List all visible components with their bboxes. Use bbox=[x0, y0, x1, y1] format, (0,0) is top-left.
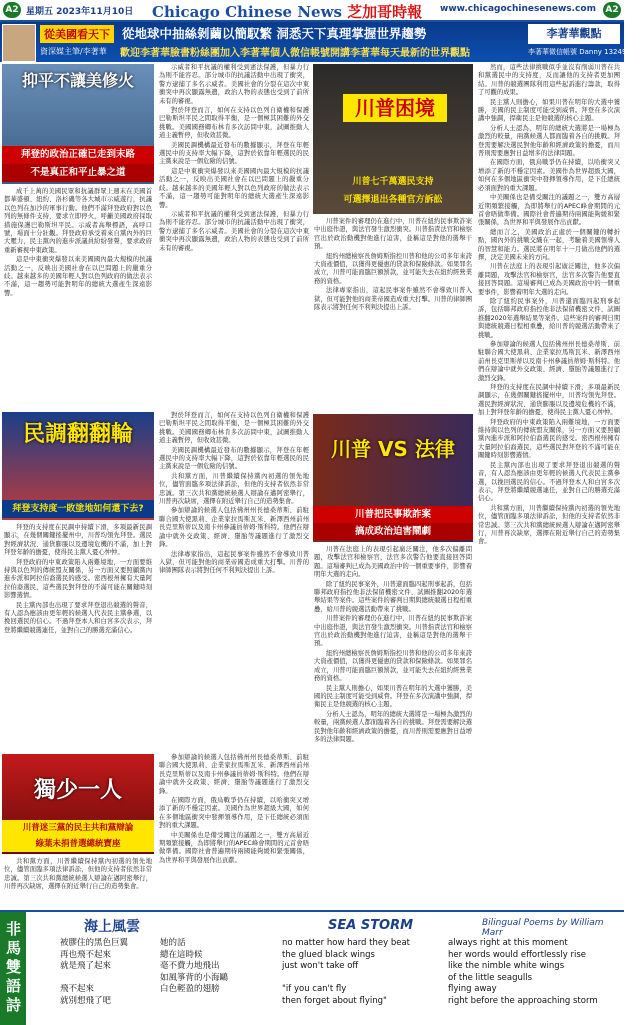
paragraph: 分析人士認為，明年的總統大選將是一場極為激烈的較量，兩黨候選人都面臨着各自的挑戰。拜登需要解決選民對他年齡和經濟政策的擔憂，而川普則需要應對日益增多的法律問題。 bbox=[478, 124, 620, 158]
page-tag-left: A2 bbox=[3, 2, 21, 18]
paragraph: 參加辯論的候選人包括佛州州長德桑蒂斯、前駐聯合國大使黑莉、企業家拉馬斯瓦米、新澤西州前州長克里斯蒂以及南卡州參議員蒂姆·斯科特。他們在辯論中就外交政策、經濟、墮胎等議題進行了激烈交鋒。 bbox=[159, 754, 309, 795]
paragraph: 拜登的支持度在民調中持續下滑，多項最新民調顯示，在幾個關鍵搖擺州中，川普均領先拜登。選民對經濟狀況、通貨膨脹以及邊境危機的不滿，加上對拜登年齡的擔憂，使得民主黨人憂心忡忡。 bbox=[478, 384, 620, 417]
republican-debate-photo bbox=[2, 754, 154, 854]
paragraph: 分析人士認為，明年的總統大選將是一場極為激烈的較量，兩黨候選人都面臨着各自的挑戰。拜登需要解決選民對他年齡和經濟政策的擔憂，而川普則需要應對日益增多的法律問題。 bbox=[314, 710, 472, 743]
paragraph: 參加辯論的候選人包括佛州州長德桑蒂斯、前駐聯合國大使黑莉、企業家拉馬斯瓦米、新澤西州前州長克里斯蒂以及南卡州參議員蒂姆·斯科特。他們在辯論中就外交政策、經濟、墮胎等議題進行了激烈交鋒。 bbox=[159, 507, 309, 549]
poem-line: 就別想飛了吧 bbox=[60, 995, 112, 1006]
logo-english: Chicago Chinese News bbox=[152, 3, 342, 21]
poem-en-stanza2 bbox=[448, 938, 598, 1007]
poem-line: 被膠住的黑色巨翼 bbox=[60, 938, 129, 948]
paragraph: 法律專家指出，這起民事案件雖然不會導致川普入獄，但可能對他的商業帝國造成重大打擊。川普的律師團隊表示將對任何不利判決提出上訴。 bbox=[314, 287, 472, 312]
column-banner bbox=[0, 22, 640, 62]
paragraph: 美國民調機構最近發布的數據顯示，拜登在年輕選民中的支持率大幅下降，這對於依靠年輕選民的民主黨來說是一個危險的信號。 bbox=[159, 446, 309, 471]
poem-line: 飛不起來 bbox=[60, 984, 95, 994]
website-url[interactable]: www.chicagochinesenews.com bbox=[440, 4, 596, 14]
paragraph: 在國際方面，俄烏戰爭仍在持續，以哈衝突又增添了新的不穩定因素。美國作為世界超級大國，如何在多個地區衝突中發揮領導作用，是下任總統必須面對的重大課題。 bbox=[478, 159, 620, 192]
poem-line: 毫不費力地飛出 bbox=[160, 961, 220, 971]
poem-cn-stanza1 bbox=[60, 938, 128, 1007]
poem-line: "if you can't fly bbox=[282, 984, 347, 994]
paragraph: 共和黨方面，川普繼續保持黨內初選的領先地位，儘管面臨多項法律訴訟，但他的支持者依然非常忠誠。第三次共和黨總統候選人辯論在邁阿密舉行，川普再次缺席，選擇在附近舉行自己的造勢集會。 bbox=[159, 472, 309, 506]
poem-column-label: 非馬雙語詩 bbox=[0, 912, 26, 1025]
poem-line: 她的話 bbox=[160, 938, 186, 948]
poem-line: no matter how hard they beat bbox=[282, 938, 410, 948]
paragraph: 對於拜登而言，如何在支持以色列自衛權和保護巴勒斯坦平民之間取得平衡，是一個極其困難的外交挑戰。美國國務卿布林肯多次訪問中東，試圖推動人道主義暫停，但收效甚微。 bbox=[159, 412, 309, 445]
protest-photo bbox=[2, 64, 154, 184]
article-col2-top bbox=[159, 64, 309, 406]
paragraph: 示威者和平抗議的權利受到憲法保護，但暴力行為則不能容忍。部分城市的抗議活動中出現了衝突，警方逮捕了多名示威者。美國社會的分裂在這次中東衝突中再次顯露無遺，政治人物的表態也受到了前所未有的審視。 bbox=[159, 64, 309, 105]
poem-line: the glued black wings bbox=[282, 949, 375, 960]
bilingual-poem-section bbox=[0, 910, 624, 1025]
image1-caption-line2: 不是真正和平止暴之道 bbox=[2, 164, 154, 182]
banner-subheadline: 歡迎李著華臉書粉絲團加入李著華個人微信帳號開講李著華每天最新的世界觀點 bbox=[120, 48, 470, 59]
paragraph: 川普在法庭上的表現引起廣泛關注，他多次偏離問題，攻擊法官和檢察官，法官多次警告他要直接回答問題。這場審判已成為美國政治中的一個重要事件，影響着明年大選的走向。 bbox=[478, 263, 620, 296]
paragraph: 紐約州總檢察長詹姆斯指控川普和他的公司多年來誇大資產價值，以獲得更優惠的貸款和保險條款。如果罪名成立，川普可能面臨巨額罰款，並可能失去在紐約經營業務的資格。 bbox=[314, 252, 472, 285]
poem-line: 總在這時候 bbox=[160, 949, 203, 960]
paragraph: 總而言之，美國政治正處於一個關鍵的轉折點，國內外的挑戰交織在一起，考驗着美國領導人的智慧和能力。選民將在明年十一月做出他們的選擇，決定美國未來的方向。 bbox=[478, 228, 620, 261]
paragraph: 這是中東衝突爆發以來美國國內最大規模的抗議活動之一，反映出美國社會在以巴問題上的嚴重分歧。越來越多的美國年輕人對以色列政府的做法表示不滿，這一趨勢可能對明年的總統大選產生深遠影響。 bbox=[4, 256, 152, 297]
trump-photo bbox=[313, 64, 473, 214]
poem-en-stanza1 bbox=[282, 938, 410, 1007]
article-col1-top bbox=[4, 188, 152, 408]
paragraph: 川普在法庭上的表現引起廣泛關注，他多次偏離問題，攻擊法官和檢察官，法官多次警告他要直接回答問題。這場審判已成為美國政治中的一個重要事件，影響着明年大選的走向。 bbox=[314, 546, 472, 579]
poem-line: just won't take off bbox=[282, 961, 359, 971]
paragraph: 法律專家指出，這起民事案件雖然不會導致川普入獄，但可能對他的商業帝國造成重大打擊。川普的律師團隊表示將對任何不利判決提出上訴。 bbox=[159, 550, 309, 575]
paragraph: 這是中東衝突爆發以來美國國內最大規模的抗議活動之一，反映出美國社會在以巴問題上的嚴重分歧。越來越多的美國年輕人對以色列政府的做法表示不滿，這一趨勢可能對明年的總統大選產生深遠影響。 bbox=[159, 167, 309, 209]
paragraph: 民主黨人則擔心，如果川普在明年的大選中獲勝，美國的民主制度可能受到威脅。拜登在多次演講中強調，捍衛民主是他競選的核心主題。 bbox=[478, 98, 620, 123]
logo-chinese: 芝加哥時報 bbox=[347, 3, 423, 21]
paragraph: 對於拜登而言，如何在支持以色列自衛權和保護巴勒斯坦平民之間取得平衡，是一個極其困難的外交挑戰。美國國務卿布林肯多次訪問中東，試圖推動人道主義暫停，但收效甚微。 bbox=[159, 107, 309, 140]
poem-line: 再也飛不起來 bbox=[60, 949, 112, 960]
poem-line: right before the approaching storm bbox=[448, 995, 598, 1006]
image5-caption-line2: 綠葉未捐普選總統寶座 bbox=[2, 836, 154, 852]
poem-line: then forget about flying" bbox=[282, 995, 387, 1006]
image4-caption-line1: 川普把民事欺詐案 bbox=[313, 506, 473, 523]
image3-headline: 民調翻翻輪 bbox=[22, 422, 133, 447]
paragraph: 除了紐約民事案外，川普還面臨四起刑事起訴，包括聯邦政府指控他非法保留機密文件、試圖推翻2020年選舉結果等案件。這些案件的審判日期與總統競選日程相重疊，給川普的競選活動帶來了挑戰。 bbox=[314, 580, 472, 613]
paragraph: 除了紐約民事案外，川普還面臨四起刑事起訴，包括聯邦政府指控他非法保留機密文件、試圖推翻2020年選舉結果等案件。這些案件的審判日期與總統競選日程相重疊，給川普的競選活動帶來了挑戰。 bbox=[478, 297, 620, 339]
paragraph: 川普案件的審理仍在進行中，川普在紐約民事欺詐案中出庭作證，與法官發生激烈衝突。川普指責法官和檢察官出於政治動機對他進行迫害，並稱這是對他的選舉干預。 bbox=[314, 615, 472, 648]
poem-line bbox=[282, 973, 410, 985]
masthead bbox=[0, 0, 624, 22]
poem-title-en: SEA STORM bbox=[328, 918, 414, 933]
image5-headline: 獨少一人 bbox=[33, 778, 122, 803]
paragraph: 川普案件的審理仍在進行中，川普在紐約民事欺詐案中出庭作證，與法官發生激烈衝突。川普指責法官和檢察官出於政治動機對他進行迫害，並稱這是對他的選舉干預。 bbox=[314, 218, 472, 251]
image2-caption-line1: 川普七千萬選民支持 bbox=[352, 177, 434, 187]
poem-subtitle: Bilingual Poems by William Marr bbox=[482, 918, 604, 938]
image4-caption-line2: 搞成政治迫害鬧劇 bbox=[313, 523, 473, 540]
poem-line bbox=[60, 973, 128, 985]
article-col2-bottom bbox=[159, 754, 309, 906]
image5-caption-line1: 川普迷三黨的民主共和黨辯論 bbox=[2, 820, 154, 836]
paragraph: 拜登政府的中東政策陷入兩難境地，一方面要維持與以色列的傳統盟友關係，另一方面又要照顧黨內進步派和阿拉伯裔選民的感受。密西根州擁有大量阿拉伯裔選民，這些選民對拜登的不滿可能在關鍵時刻影響選情。 bbox=[478, 418, 620, 460]
article-col3-bottom bbox=[314, 546, 472, 906]
image1-headline: 抑平不讓美修火 bbox=[21, 71, 134, 90]
paragraph: 中美關係也是備受關注的議題之一，雙方高層近期頻繁接觸，為即將舉行的APEC峰會期間的元首會晤做準備。國際社會普遍期待兩國能夠緩和緊張關係，為世界和平與發展作出貢獻。 bbox=[159, 831, 309, 864]
author-photo bbox=[2, 24, 36, 62]
image1-caption-line1: 拜登的政治正確已走到末路 bbox=[2, 146, 154, 164]
article-col2-middle bbox=[159, 412, 309, 750]
paragraph: 在國際方面，俄烏戰爭仍在持續，以哈衝突又增添了新的不穩定因素。美國作為世界超級大國，如何在多個地區衝突中發揮領導作用，是下任總統必須面對的重大課題。 bbox=[159, 797, 309, 830]
image3-caption: 拜登支持度一敗塗地如何還下去? bbox=[2, 500, 154, 518]
paragraph: 然而，這些法律挑戰似乎並沒有削弱川普在共和黨選民中的支持度，反而讓他的支持者更加團結。川普的競選團隊利用這些起訴進行籌款，取得了可觀的成果。 bbox=[478, 64, 620, 97]
paragraph: 民主黨人則擔心，如果川普在明年的大選中獲勝，美國的民主制度可能受到威脅。拜登在多次演講中強調，捍衛民主是他競選的核心主題。 bbox=[314, 684, 472, 709]
newspaper-logo bbox=[152, 1, 422, 22]
image2-caption-line2: 可選擇退出各種官方訴訟 bbox=[343, 195, 443, 205]
poem-line: flying away bbox=[448, 984, 497, 994]
paragraph: 民主黨內部也出現了要求拜登退出競選的聲音，有人認為應該由更年輕的候選人代表民主黨參選，以挽回選民的信心。不過拜登本人和白宮多次表示，拜登將繼續競選連任，並對自己的勝選充滿信心。 bbox=[478, 461, 620, 503]
image4-headline: 川普 VS 法律 bbox=[331, 437, 455, 461]
trump-vs-law-photo bbox=[313, 414, 473, 542]
poll-graphic bbox=[2, 412, 154, 520]
author-credit: 資深媒主筆/李著華 bbox=[40, 47, 107, 56]
poem-line: 白色輕盈的翅膀 bbox=[160, 984, 220, 994]
poem-title-cn: 海上風雲 bbox=[84, 919, 140, 935]
issue-date: 星期五 2023年11月10日 bbox=[26, 7, 134, 17]
poem-line: always right at this moment bbox=[448, 938, 568, 948]
poem-cn-stanza2 bbox=[160, 938, 228, 996]
article-col1-bottom bbox=[4, 858, 152, 906]
paragraph: 拜登的支持度在民調中持續下滑，多項最新民調顯示，在幾個關鍵搖擺州中，川普均領先拜登。選民對經濟狀況、通貨膨脹以及邊境危機的不滿，加上對拜登年齡的擔憂，使得民主黨人憂心忡忡。 bbox=[4, 524, 152, 557]
paragraph: 參加辯論的候選人包括佛州州長德桑蒂斯、前駐聯合國大使黑莉、企業家拉馬斯瓦米、新澤西州前州長克里斯蒂以及南卡州參議員蒂姆·斯科特。他們在辯論中就外交政策、經濟、墮胎等議題進行了激烈交鋒。 bbox=[478, 341, 620, 382]
article-col4 bbox=[478, 64, 620, 906]
poem-line: of the little seagulls bbox=[448, 972, 533, 983]
paragraph: 示威者和平抗議的權利受到憲法保護，但暴力行為則不能容忍。部分城市的抗議活動中出現了衝突，警方逮捕了多名示威者。美國社會的分裂在這次中東衝突中再次顯露無遺，政治人物的表態也受到了前所未有的審視。 bbox=[159, 210, 309, 252]
column-tag: 從美國看天下 bbox=[40, 25, 114, 43]
paragraph: 民主黨內部也出現了要求拜登退出競選的聲音，有人認為應該由更年輕的候選人代表民主黨參選，以挽回選民的信心。不過拜登本人和白宮多次表示，拜登將繼續競選連任，並對自己的勝選充滿信心。 bbox=[4, 601, 152, 634]
paragraph: 共和黨方面，川普繼續保持黨內初選的領先地位，儘管面臨多項法律訴訟，但他的支持者依然非常忠誠。第三次共和黨總統候選人辯論在邁阿密舉行，川普再次缺席，選擇在附近舉行自己的造勢集會。 bbox=[4, 858, 152, 891]
banner-headline: 從地球中抽絲剝繭以簡馭繁 洞悉天下真理掌握世界趨勢 bbox=[122, 26, 427, 41]
poem-line: like the nimble white wings bbox=[448, 961, 565, 971]
paragraph: 中美關係也是備受關注的議題之一，雙方高層近期頻繁接觸，為即將舉行的APEC峰會期間的元首會晤做準備。國際社會普遍期待兩國能夠緩和緊張關係，為世界和平與發展作出貢獻。 bbox=[478, 194, 620, 227]
page-tag-right: A2 bbox=[603, 2, 621, 18]
paragraph: 紐約州總檢察長詹姆斯指控川普和他的公司多年來誇大資產價值，以獲得更優惠的貸款和保險條款。如果罪名成立，川普可能面臨巨額罰款，並可能失去在紐約經營業務的資格。 bbox=[314, 649, 472, 683]
column-name: 李著華觀點 bbox=[528, 24, 620, 44]
image2-headline: 川普困境 bbox=[343, 94, 447, 122]
poem-line: 就是飛了起來 bbox=[60, 961, 112, 971]
paragraph: 美國民調機構最近發布的數據顯示，拜登在年輕選民中的支持率大幅下降，這對於依靠年輕選民的民主黨來說是一個危險的信號。 bbox=[159, 141, 309, 166]
poem-line: her words would effortlessly rise bbox=[448, 949, 587, 960]
poem-line: 如風箏背的小海鷗 bbox=[160, 972, 229, 983]
article-col1-middle bbox=[4, 524, 152, 750]
article-col3-top bbox=[314, 218, 472, 410]
paragraph: 共和黨方面，川普繼續保持黨內初選的領先地位，儘管面臨多項法律訴訟，但他的支持者依然非常忠誠。第三次共和黨總統候選人辯論在邁阿密舉行，川普再次缺席，選擇在附近舉行自己的造勢集會。 bbox=[478, 504, 620, 546]
paragraph: 成千上萬的美國民眾和抗議群眾上週末在美國首都華盛頓、紐約、洛杉磯等各大城市示威遊行，抗議以色列在加沙的軍事行動。他們不滿拜登政府對以色列的無條件支持，要求立即停火，呼籲美國政府採取措施保護巴勒斯坦平民。示威者高舉標語，高呼口號，場面十分壯觀。拜登政府承受着來自黨內外的巨大壓力，民主黨內的進步派議員紛紛發聲，要求政府重新審視中東政策。 bbox=[4, 188, 152, 254]
paragraph: 拜登政府的中東政策陷入兩難境地，一方面要維持與以色列的傳統盟友關係，另一方面又要照顧黨內進步派和阿拉伯裔選民的感受。密西根州擁有大量阿拉伯裔選民，這些選民對拜登的不滿可能在關鍵時刻影響選情。 bbox=[4, 558, 152, 600]
wechat-account: 李著華微信帳號 Danny 13249783 bbox=[528, 48, 640, 56]
